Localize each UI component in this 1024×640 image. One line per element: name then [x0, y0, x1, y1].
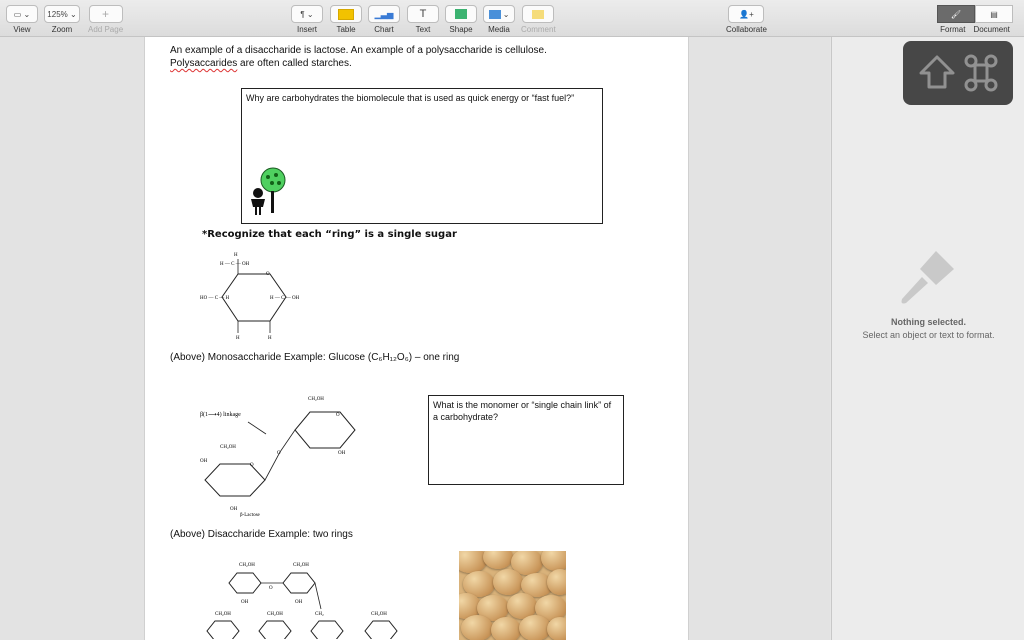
polysaccharide-structure [205, 559, 415, 639]
keyboard-shortcut-overlay [903, 41, 1013, 105]
glucose-label: H — C — OH [220, 262, 250, 267]
glucose-structure [200, 249, 320, 339]
document-tab[interactable]: Document [973, 25, 1010, 34]
lactose-name: β-Lactose [240, 513, 260, 517]
chart-icon: ▁▃▅ [368, 5, 400, 23]
plus-icon: + [89, 5, 123, 23]
poly-label: OH [295, 600, 303, 605]
add-page-button[interactable]: + Add Page [88, 7, 124, 34]
potatoes-image [459, 551, 566, 640]
chart-button[interactable]: ▁▃▅ Chart [368, 5, 400, 34]
poly-label: CH₂ [315, 612, 324, 617]
lactose-label: O [336, 413, 340, 418]
lactose-label: OH [230, 507, 238, 512]
format-tab[interactable]: Format [940, 25, 966, 34]
media-button[interactable]: ⌄ Media [483, 5, 515, 34]
glucose-label: H — C — OH [270, 296, 300, 301]
media-icon: ⌄ [483, 5, 515, 23]
format-document-toggle [937, 5, 1013, 34]
glucose-label: H [236, 336, 240, 339]
text-icon: T [407, 5, 439, 23]
shape-icon [445, 5, 477, 23]
collaborate-button[interactable]: 👤+ Collaborate [726, 5, 767, 34]
paragraph-line[interactable]: An example of a disaccharide is lactose. An example of a polysaccharide is cellulose. [170, 45, 547, 56]
glucose-label: H [234, 253, 238, 258]
format-hint: Select an object or text to format. [862, 330, 995, 340]
paragraph-line[interactable]: Polysaccarides are often called starches. [170, 58, 352, 69]
comment-icon [522, 5, 554, 23]
document-page[interactable] [144, 37, 689, 640]
poly-label: CH₂OH [371, 612, 387, 617]
toolbar [0, 0, 1024, 37]
format-sidebar [831, 37, 1024, 640]
poly-label: OH [241, 600, 249, 605]
text-button[interactable]: T Text [407, 5, 439, 34]
glucose-label: O [266, 272, 270, 277]
paintbrush-icon [896, 245, 960, 309]
recognize-note[interactable]: *Recognize that each “ring” is a single sugar [202, 229, 457, 240]
table-icon [330, 5, 362, 23]
lactose-label: CH₂OH [220, 445, 236, 450]
table-button[interactable]: Table [330, 5, 362, 34]
caption-monosaccharide[interactable]: (Above) Monosaccharide Example: Glucose (C₆H₁₂O₆) – one ring [170, 352, 460, 363]
collaborate-icon: 👤+ [728, 5, 764, 23]
comment-button[interactable]: Comment [521, 5, 556, 34]
poly-label: CH₂OH [239, 563, 255, 568]
poly-label: O [269, 586, 273, 591]
poly-label: CH₂OH [215, 612, 231, 617]
clipart-figure-tree [245, 167, 289, 219]
paintbrush-icon[interactable]: 🖌 [937, 5, 975, 23]
lactose-label: CH₂OH [308, 397, 324, 402]
lactose-label: OH [200, 459, 208, 464]
lactose-label: OH [338, 451, 346, 456]
shift-command-icon [903, 41, 1013, 105]
lactose-label: O [277, 451, 281, 456]
sidebar-icon: ▭ ⌄ [6, 5, 38, 23]
poly-label: CH₂OH [267, 612, 283, 617]
glucose-label: HO — C — H [200, 296, 230, 301]
zoom-select[interactable]: 125% ⌄ [44, 5, 80, 23]
lactose-label: O [250, 463, 254, 468]
lactose-structure [200, 392, 370, 517]
caption-disaccharide[interactable]: (Above) Disaccharide Example: two rings [170, 529, 353, 540]
poly-label: CH₂OH [293, 563, 309, 568]
question-box[interactable] [241, 88, 603, 224]
insert-button[interactable]: ¶ ⌄ Insert [291, 5, 323, 34]
nothing-selected-label: Nothing selected. [890, 317, 966, 327]
glucose-label: H [268, 336, 272, 339]
document-icon[interactable]: ▤ [975, 5, 1013, 23]
paragraph-icon: ¶ ⌄ [291, 5, 323, 23]
question-text[interactable]: Why are carbohydrates the biomolecule that is used as quick energy or “fast fuel?” [246, 93, 575, 103]
question-box[interactable] [428, 395, 624, 485]
linkage-label: β(1⟶4) linkage [200, 412, 241, 418]
misspelled-word[interactable]: Polysaccarides [170, 58, 238, 69]
question-text[interactable]: What is the monomer or “single chain link” of a carbohydrate? [433, 400, 612, 422]
shape-button[interactable]: Shape [445, 5, 477, 34]
view-button[interactable]: ▭ ⌄ View [6, 5, 38, 34]
zoom-button[interactable]: 125% ⌄ Zoom [44, 5, 80, 34]
